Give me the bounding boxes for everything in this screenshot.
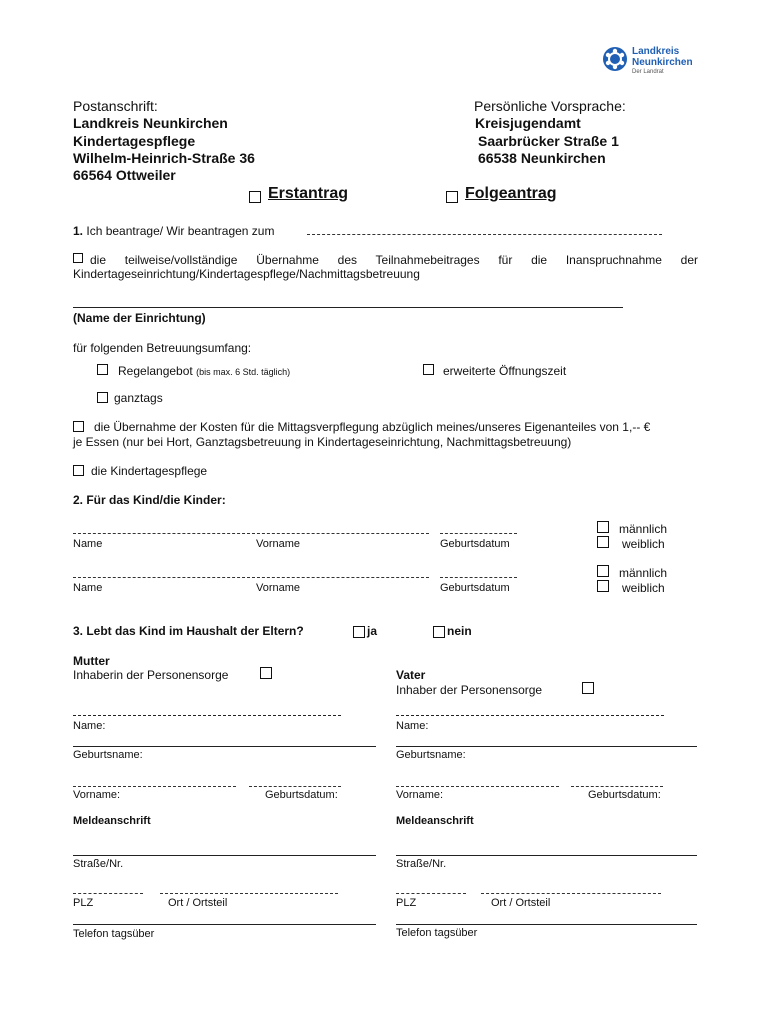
scope-label: für folgenden Betreuungsumfang: — [73, 341, 252, 355]
father-firstname-field[interactable] — [396, 786, 559, 787]
postal-line: Landkreis Neunkirchen — [73, 115, 228, 131]
father-name-label: Name: — [396, 720, 429, 732]
mother-name-label: Name: — [73, 720, 106, 732]
father-custody-label: Inhaber der Personensorge — [396, 683, 543, 697]
father-birthname-label: Geburtsname: — [396, 749, 466, 761]
child-firstname-label: Vorname — [256, 582, 301, 594]
child-birthdate-label: Geburtsdatum — [440, 538, 510, 550]
extended-hours-label: erweiterte Öffnungszeit — [443, 364, 567, 378]
mother-title: Mutter — [73, 654, 110, 668]
mother-custody-label: Inhaberin der Personensorge — [73, 668, 229, 682]
postal-line: 66564 Ottweiler — [73, 167, 176, 183]
child-female-checkbox[interactable] — [597, 536, 609, 548]
logo-emblem-icon — [602, 46, 628, 72]
child-male-checkbox[interactable] — [597, 565, 609, 577]
father-street-label: Straße/Nr. — [396, 858, 447, 870]
section2-heading: 2. Für das Kind/die Kinder: — [73, 493, 226, 507]
regular-offer-label — [118, 364, 290, 378]
section1-intro — [73, 224, 274, 238]
mother-firstname-field[interactable] — [73, 786, 236, 787]
postal-heading: Postanschrift: — [73, 98, 158, 114]
child-male-label: männlich — [619, 566, 668, 580]
personal-line: Kreisjugendamt — [475, 115, 581, 131]
mother-phone-field[interactable] — [73, 924, 376, 925]
institution-name-field[interactable] — [73, 307, 623, 308]
father-city-field[interactable] — [481, 893, 661, 894]
fullday-checkbox[interactable] — [97, 392, 108, 403]
mother-zip-field[interactable] — [73, 893, 143, 894]
father-zip-label: PLZ — [396, 897, 417, 909]
section1-number: 1. — [73, 224, 84, 238]
logo-line3: Der Landrat — [632, 69, 664, 75]
household-no-label: nein — [447, 624, 472, 638]
meals-checkbox[interactable] — [73, 421, 84, 432]
child-female-checkbox[interactable] — [597, 580, 609, 592]
child-birthdate-label: Geburtsdatum — [440, 582, 510, 594]
daycare-checkbox[interactable] — [73, 465, 84, 476]
daycare-label: die Kindertagespflege — [91, 464, 208, 478]
mother-address-label: Meldeanschrift — [73, 815, 151, 827]
father-phone-field[interactable] — [396, 924, 697, 925]
personal-heading: Persönliche Vorsprache: — [474, 98, 626, 114]
father-title: Vater — [396, 668, 426, 682]
fullday-label: ganztags — [114, 391, 163, 405]
child-birthdate-field[interactable] — [440, 577, 517, 578]
father-name-field[interactable] — [396, 715, 664, 716]
section3-heading: 3. Lebt das Kind im Haushalt der Eltern? — [73, 624, 304, 638]
mother-firstname-label: Vorname: — [73, 789, 121, 801]
child-name-label: Name — [73, 582, 103, 594]
mother-birthdate-field[interactable] — [249, 786, 341, 787]
household-yes-label: ja — [367, 624, 378, 638]
mother-street-field[interactable] — [73, 855, 376, 856]
regular-offer-text: Regelangebot — [118, 364, 193, 378]
logo-line2: Neunkirchen — [632, 57, 693, 68]
mother-phone-label: Telefon tagsüber — [73, 928, 155, 940]
father-birthdate-field[interactable] — [571, 786, 663, 787]
father-street-field[interactable] — [396, 855, 697, 856]
father-zip-field[interactable] — [396, 893, 466, 894]
child-name-field[interactable] — [73, 533, 429, 534]
child-female-label: weiblich — [622, 537, 665, 551]
first-application-checkbox[interactable] — [249, 191, 261, 203]
participation-fee-text-2: Kindertageseinrichtung/Kindertagespflege/Nachmittagsbetreuung — [73, 267, 420, 281]
postal-line: Wilhelm-Heinrich-Straße 36 — [73, 150, 255, 166]
father-phone-label: Telefon tagsüber — [396, 927, 478, 939]
mother-city-label: Ort / Ortsteil — [168, 897, 228, 909]
child-name-label: Name — [73, 538, 103, 550]
mother-city-field[interactable] — [160, 893, 338, 894]
father-firstname-label: Vorname: — [396, 789, 444, 801]
child-male-label: männlich — [619, 522, 668, 536]
extended-hours-checkbox[interactable] — [423, 364, 434, 375]
follow-application-label: Folgeantrag — [465, 185, 557, 202]
logo-line1: Landkreis — [632, 46, 680, 57]
child-male-checkbox[interactable] — [597, 521, 609, 533]
mother-street-label: Straße/Nr. — [73, 858, 124, 870]
mother-custody-checkbox[interactable] — [260, 667, 272, 679]
postal-line: Kindertagespflege — [73, 133, 196, 149]
mother-zip-label: PLZ — [73, 897, 94, 909]
mother-birthname-label: Geburtsname: — [73, 749, 143, 761]
regular-offer-checkbox[interactable] — [97, 364, 108, 375]
meals-text: die Übernahme der Kosten für die Mittagsverpflegung abzüglich meines/unseres Eigenanteiles von 1,-- € — [94, 420, 651, 434]
father-address-label: Meldeanschrift — [396, 815, 474, 827]
personal-line: Saarbrücker Straße 1 — [478, 133, 619, 149]
household-yes-checkbox[interactable] — [353, 626, 365, 638]
mother-name-field[interactable] — [73, 715, 341, 716]
child-firstname-label: Vorname — [256, 538, 301, 550]
participation-fee-checkbox[interactable] — [73, 253, 83, 263]
household-no-checkbox[interactable] — [433, 626, 445, 638]
child-female-label: weiblich — [622, 581, 665, 595]
institution-name-label: (Name der Einrichtung) — [73, 311, 206, 325]
follow-application-checkbox[interactable] — [446, 191, 458, 203]
date-field[interactable] — [307, 234, 662, 235]
section1-text: Ich beantrage/ Wir beantragen zum — [86, 224, 275, 238]
mother-birthname-field[interactable] — [73, 746, 376, 747]
father-birthname-field[interactable] — [396, 746, 697, 747]
child-birthdate-field[interactable] — [440, 533, 517, 534]
personal-line: 66538 Neunkirchen — [478, 150, 606, 166]
participation-fee-text: die teilweise/vollständige Übernahme des Teilnahmebeitrages für die Inanspruchnahme der — [90, 253, 698, 267]
meals-text-2: je Essen (nur bei Hort, Ganztagsbetreuung in Kindertageseinrichtung, Nachmittagsbetreuung) — [73, 435, 572, 449]
first-application-label: Erstantrag — [268, 185, 349, 202]
father-birthdate-label: Geburtsdatum: — [588, 789, 661, 801]
regular-offer-note: (bis max. 6 Std. täglich) — [196, 367, 291, 377]
child-name-field[interactable] — [73, 577, 429, 578]
mother-birthdate-label: Geburtsdatum: — [265, 789, 338, 801]
father-city-label: Ort / Ortsteil — [491, 897, 551, 909]
father-custody-checkbox[interactable] — [582, 682, 594, 694]
